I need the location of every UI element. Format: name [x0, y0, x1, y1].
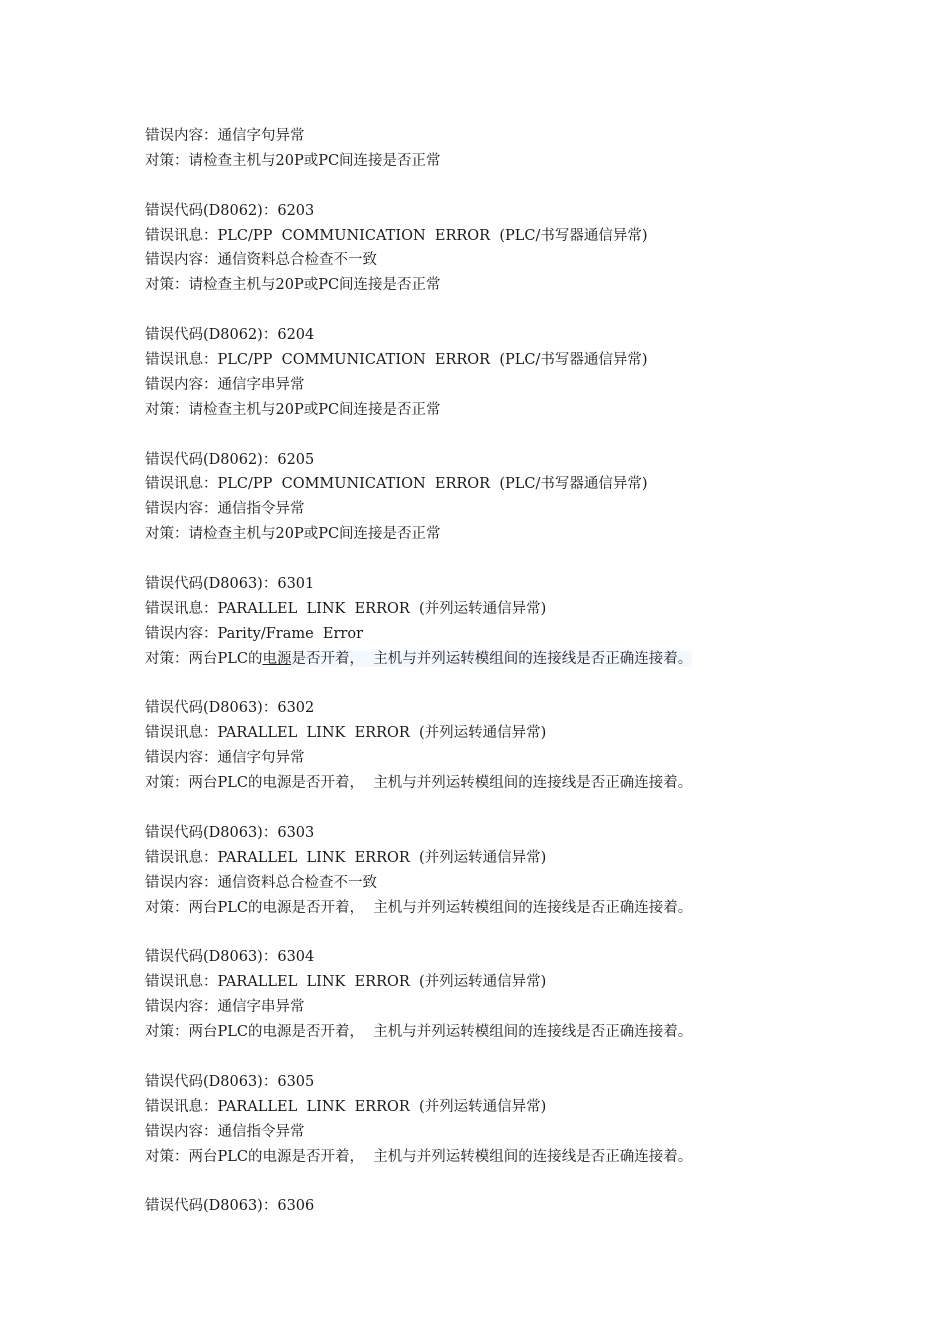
error-message-line: 错误讯息：PLC/PP COMMUNICATION ERROR (PLC/书写器通信异常) [145, 352, 648, 369]
error-entry-6205 [145, 448, 925, 548]
error-entry-6304 [145, 945, 925, 1045]
underlined-term-link[interactable]: 电源 [262, 650, 292, 667]
document-body [145, 124, 925, 1219]
countermeasure-line: 对策：两台PLC的电源是否开着， 主机与并列运转模组间的连接线是否正确连接着。 [145, 899, 693, 916]
error-entry-6305 [145, 1070, 925, 1170]
error-message-line: 错误讯息：PARALLEL LINK ERROR (并列运转通信异常) [145, 1098, 547, 1115]
error-code-line: 错误代码(D8063)：6302 [145, 700, 315, 717]
error-code-line: 错误代码(D8063)：6301 [145, 576, 315, 593]
error-entry-6203 [145, 199, 925, 299]
error-entry-6301 [145, 572, 925, 672]
error-content-line: 错误内容：通信资料总合检查不一致 [145, 874, 377, 891]
error-code-line: 错误代码(D8063)：6305 [145, 1073, 315, 1090]
error-code-line: 错误代码(D8062)：6205 [145, 451, 315, 468]
error-content-line: 错误内容：通信字句异常 [145, 750, 305, 767]
countermeasure-line: 对策：两台PLC的电源是否开着， 主机与并列运转模组间的连接线是否正确连接着。 [145, 775, 693, 792]
error-code-line: 错误代码(D8063)：6304 [145, 949, 315, 966]
error-content-line: 错误内容：通信字串异常 [145, 376, 305, 393]
error-message-line: 错误讯息：PARALLEL LINK ERROR (并列运转通信异常) [145, 974, 547, 991]
countermeasure-line: 对策：请检查主机与20P或PC间连接是否正常 [145, 401, 441, 418]
error-content-line: 错误内容：通信指令异常 [145, 501, 305, 518]
error-message-line: 错误讯息：PLC/PP COMMUNICATION ERROR (PLC/书写器通信异常) [145, 227, 648, 244]
error-message-line: 错误讯息：PLC/PP COMMUNICATION ERROR (PLC/书写器通信异常) [145, 476, 648, 493]
error-message-line: 错误讯息：PARALLEL LINK ERROR (并列运转通信异常) [145, 600, 547, 617]
error-content-line: 错误内容：通信资料总合检查不一致 [145, 252, 377, 269]
countermeasure-suffix: 是否开着， 主机与并列运转模组间的连接线是否正确连接着。 [291, 650, 693, 667]
error-content-line: 错误内容：通信字串异常 [145, 999, 305, 1016]
countermeasure-line: 对策：两台PLC的电源是否开着， 主机与并列运转模组间的连接线是否正确连接着。 [145, 1148, 693, 1165]
error-content-line: 错误内容：通信字句异常 [145, 128, 305, 144]
error-content-line: 错误内容：Parity/Frame Error [145, 625, 364, 642]
error-entry-6303 [145, 821, 925, 921]
countermeasure-line: 对策：请检查主机与20P或PC间连接是否正常 [145, 526, 441, 543]
error-code-line: 错误代码(D8062)：6203 [145, 202, 315, 219]
error-code-line: 错误代码(D8063)：6303 [145, 824, 315, 841]
error-message-line: 错误讯息：PARALLEL LINK ERROR (并列运转通信异常) [145, 849, 547, 866]
countermeasure-line [145, 647, 925, 672]
countermeasure-line: 对策：请检查主机与20P或PC间连接是否正常 [145, 152, 441, 169]
error-entry-6204 [145, 323, 925, 423]
error-entry-6302 [145, 696, 925, 796]
countermeasure-line: 对策：两台PLC的电源是否开着， 主机与并列运转模组间的连接线是否正确连接着。 [145, 1024, 693, 1041]
countermeasure-prefix: 对策：两台PLC的 [145, 650, 263, 667]
error-content-line: 错误内容：通信指令异常 [145, 1123, 305, 1140]
error-message-line: 错误讯息：PARALLEL LINK ERROR (并列运转通信异常) [145, 725, 547, 742]
countermeasure-line: 对策：请检查主机与20P或PC间连接是否正常 [145, 277, 441, 294]
error-entry-6306 [145, 1194, 925, 1219]
error-code-line: 错误代码(D8063)：6306 [145, 1198, 315, 1215]
error-code-line: 错误代码(D8062)：6204 [145, 327, 315, 344]
